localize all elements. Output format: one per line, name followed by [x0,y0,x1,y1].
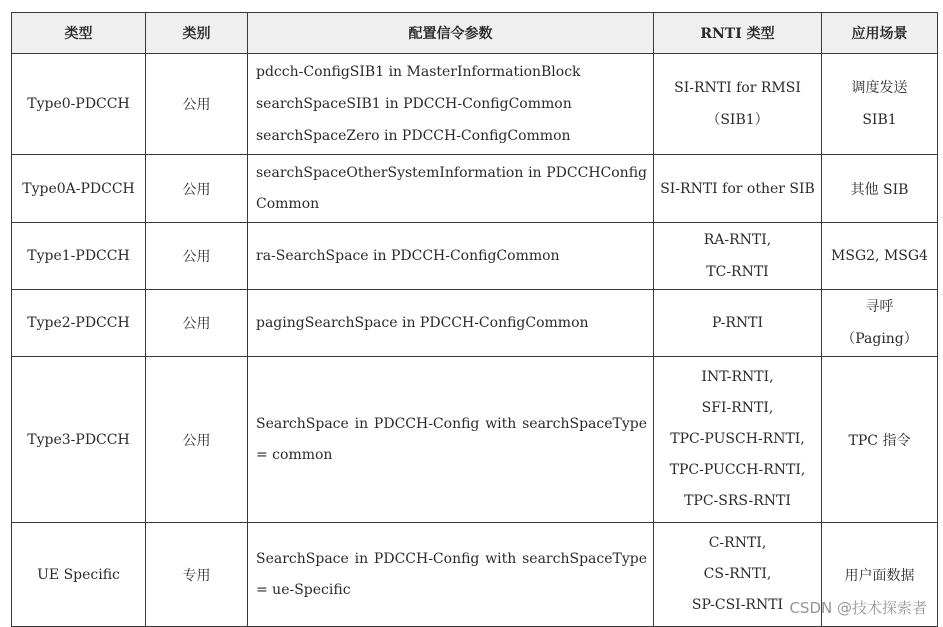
cell-type: Type2-PDCCH [12,290,146,357]
param-text: SearchSpace in PDCCH-Config with searchSpaceType = common [256,415,647,463]
param-text: SearchSpace in PDCCH-Config with searchSpaceType = ue-Specific [256,550,647,598]
param-line: pdcch-ConfigSIB1 in MasterInformationBlock [256,64,581,80]
param-line: searchSpaceSIB1 in PDCCH-ConfigCommon [256,96,572,112]
scenario-line: SIB1 [862,112,897,128]
pdcch-search-space-table [11,12,938,627]
header-row [12,13,938,54]
cell-type: Type3-PDCCH [12,357,146,523]
param-text: searchSpaceOtherSystemInformation in PDCCHConfig Common [256,164,647,212]
cell-category: 专用 [146,523,248,627]
rnti-line: TPC-PUSCH-RNTI, [670,431,805,447]
cell-params [248,357,654,523]
header-category: 类别 [146,13,248,54]
rnti-line: TC-RNTI [706,264,769,280]
cell-rnti [654,223,822,290]
scenario-line: 寻呼 [865,299,894,315]
table-row [12,223,938,290]
scenario-line: MSG2, MSG4 [831,248,928,264]
cell-scenario [822,223,938,290]
cell-rnti [654,54,822,155]
table-row [12,290,938,357]
cell-type: UE Specific [12,523,146,627]
cell-type: Type0A-PDCCH [12,155,146,223]
cell-params [248,223,654,290]
rnti-line: C-RNTI, [708,535,767,551]
table-row [12,357,938,523]
rnti-line: CS-RNTI, [703,566,772,582]
rnti-line: INT-RNTI, [701,369,774,385]
table-row [12,54,938,155]
scenario-line: 用户面数据 [844,567,915,584]
cell-scenario [822,54,938,155]
cell-category: 公用 [146,54,248,155]
rnti-line: SI-RNTI for RMSI [674,80,801,96]
cell-rnti [654,155,822,223]
header-rnti: RNTI 类型 [654,13,822,54]
rnti-line: RA-RNTI, [703,232,772,248]
rnti-line: P-RNTI [711,315,764,331]
header-scenario: 应用场景 [822,13,938,54]
cell-scenario [822,155,938,223]
scenario-line: 其他 SIB [850,181,909,198]
csdn-watermark: CSDN @技术探索者 [789,599,927,617]
scenario-line: （Paging） [841,331,918,347]
rnti-line: SFI-RNTI, [701,400,774,416]
param-line: searchSpaceZero in PDCCH-ConfigCommon [256,128,571,144]
cell-rnti [654,290,822,357]
cell-category: 公用 [146,223,248,290]
header-type: 类型 [12,13,146,54]
cell-scenario [822,357,938,523]
rnti-line: SI-RNTI for other SIB [660,180,815,197]
header-params: 配置信令参数 [248,13,654,54]
scenario-line: TPC 指令 [848,432,911,449]
param-text: pagingSearchSpace in PDCCH-ConfigCommon [256,315,589,331]
cell-params [248,54,654,155]
cell-category: 公用 [146,290,248,357]
cell-type: Type0-PDCCH [12,54,146,155]
cell-rnti [654,357,822,523]
cell-params [248,523,654,627]
cell-category: 公用 [146,357,248,523]
scenario-line: 调度发送 [851,80,908,96]
table-row [12,155,938,223]
rnti-line: （SIB1） [706,112,769,128]
cell-params [248,155,654,223]
param-text: ra-SearchSpace in PDCCH-ConfigCommon [256,248,560,264]
rnti-line: TPC-SRS-RNTI [684,493,791,509]
rnti-line: SP-CSI-RNTI [691,597,784,613]
rnti-line: TPC-PUCCH-RNTI, [669,462,806,478]
cell-params [248,290,654,357]
cell-category: 公用 [146,155,248,223]
cell-scenario [822,290,938,357]
cell-type: Type1-PDCCH [12,223,146,290]
